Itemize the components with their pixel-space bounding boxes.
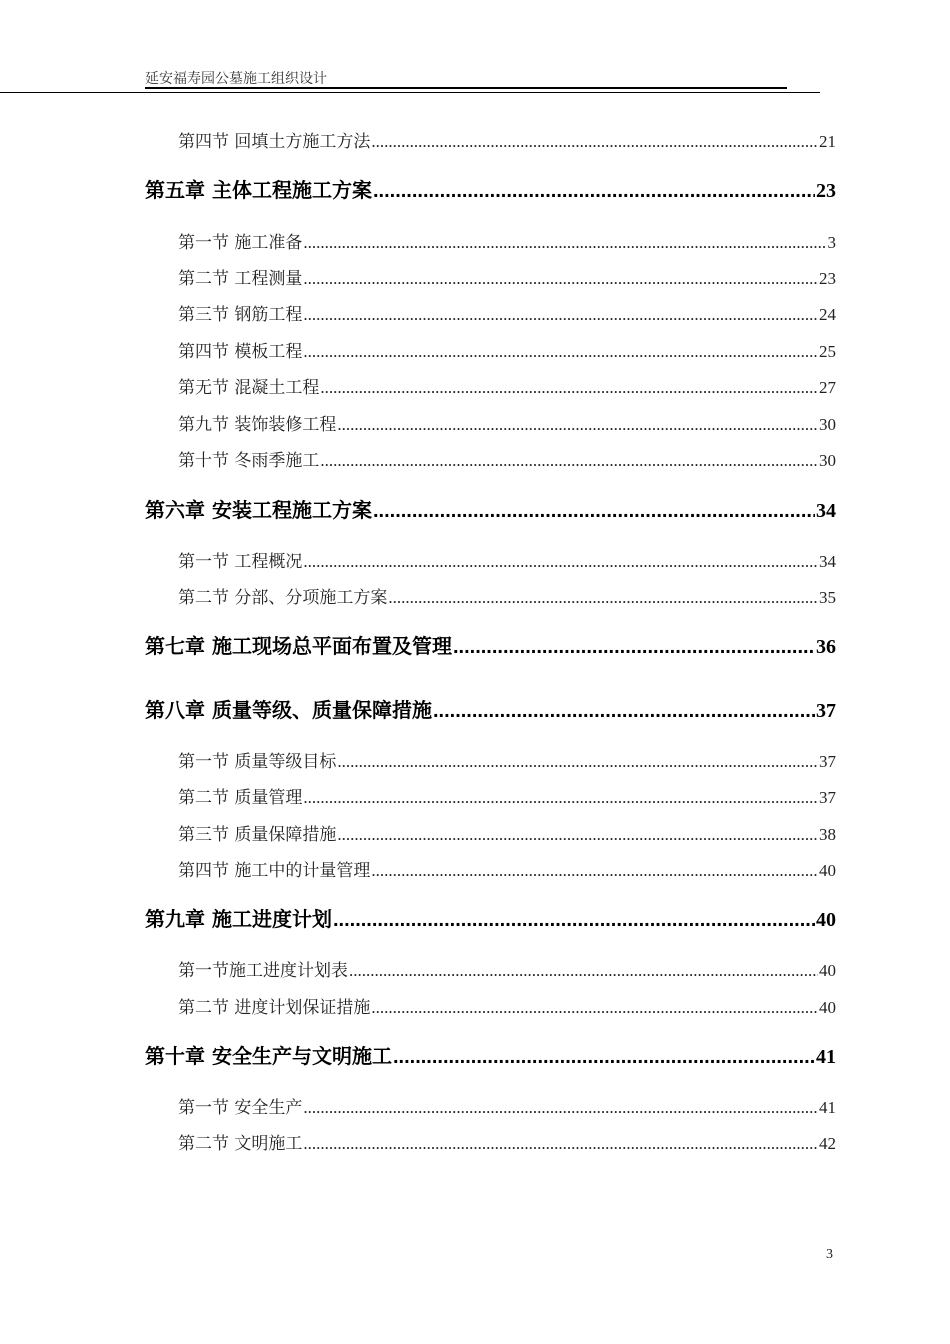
- toc-leader-dots: [303, 788, 818, 808]
- toc-entry-label: 第四节 回填土方施工方法: [178, 132, 371, 152]
- toc-entry-page: 38: [819, 825, 836, 844]
- toc-entry-chapter[interactable]: [145, 630, 836, 659]
- toc-leader-dots: [320, 378, 818, 398]
- toc-entry-label: 第九节 装饰装修工程: [178, 415, 337, 435]
- toc-entry-section[interactable]: [178, 337, 836, 362]
- toc-entry-page: 23: [816, 180, 836, 202]
- toc-leader-dots: [337, 752, 818, 772]
- toc-entry-label: 第一节施工进度计划表: [178, 961, 348, 981]
- toc-leader-dots: [349, 961, 818, 981]
- toc-entry-label: 第二节 分部、分项施工方案: [178, 588, 388, 608]
- toc-leader-dots: [373, 180, 815, 203]
- toc-entry-section[interactable]: [178, 446, 836, 471]
- toc-entry-label: 第七章 施工现场总平面布置及管理: [145, 634, 452, 658]
- toc-entry-label: 第五章 主体工程施工方案: [145, 178, 372, 202]
- header-rule-thin: [0, 92, 820, 93]
- toc-entry-label: 第四节 施工中的计量管理: [178, 861, 371, 881]
- toc-entry-section[interactable]: [178, 583, 836, 608]
- toc-entry-label: 第八章 质量等级、质量保障措施: [145, 698, 432, 722]
- toc-entry-page: 3: [827, 233, 836, 252]
- toc-entry-page: 34: [819, 552, 836, 571]
- toc-entry-page: 41: [819, 1098, 836, 1117]
- toc-entry-chapter[interactable]: [145, 903, 836, 932]
- toc-leader-dots: [373, 500, 815, 523]
- toc-entry-label: 第二节 进度计划保证措施: [178, 998, 371, 1018]
- toc-entry-page: 25: [819, 342, 836, 361]
- toc-entry-page: 42: [819, 1134, 836, 1153]
- toc-entry-page: 34: [816, 500, 836, 522]
- toc-entry-section[interactable]: [178, 410, 836, 435]
- toc-entry-label: 第十章 安全生产与文明施工: [145, 1044, 392, 1068]
- page-header-title: 延安福寿园公墓施工组织设计: [145, 71, 327, 87]
- header-rule-thick: [145, 87, 787, 89]
- toc-entry-label: 第二节 工程测量: [178, 269, 303, 289]
- toc-entry-page: 36: [816, 636, 836, 658]
- toc-entry-label: 第十节 冬雨季施工: [178, 451, 320, 471]
- toc-leader-dots: [371, 132, 818, 152]
- toc-entry-chapter[interactable]: [145, 694, 836, 723]
- toc-entry-page: 40: [816, 909, 836, 931]
- toc-entry-page: 40: [819, 961, 836, 980]
- toc-leader-dots: [320, 451, 818, 471]
- toc-entry-section[interactable]: [178, 993, 836, 1018]
- toc-entry-section[interactable]: [178, 228, 836, 253]
- toc-entry-label: 第一节 工程概况: [178, 552, 303, 572]
- toc-entry-section[interactable]: [178, 264, 836, 289]
- toc-entry-section[interactable]: [178, 1093, 836, 1118]
- toc-entry-page: 21: [819, 132, 836, 151]
- toc-leader-dots: [388, 588, 818, 608]
- toc-leader-dots: [303, 1134, 818, 1154]
- toc-leader-dots: [433, 700, 815, 723]
- toc-entry-label: 第一节 安全生产: [178, 1098, 303, 1118]
- toc-entry-section[interactable]: [178, 856, 836, 881]
- toc-entry-section[interactable]: [178, 373, 836, 398]
- toc-entry-page: 27: [819, 378, 836, 397]
- toc-entry-section[interactable]: [178, 820, 836, 845]
- page-number: 3: [826, 1247, 833, 1262]
- toc-leader-dots: [393, 1046, 815, 1069]
- toc-entry-page: 23: [819, 269, 836, 288]
- toc-entry-section[interactable]: [178, 1129, 836, 1154]
- toc-entry-page: 40: [819, 998, 836, 1017]
- toc-leader-dots: [303, 269, 818, 289]
- toc-leader-dots: [371, 998, 818, 1018]
- toc-leader-dots: [333, 909, 815, 932]
- toc-entry-section[interactable]: [178, 127, 836, 152]
- toc-leader-dots: [337, 825, 818, 845]
- toc-entry-label: 第二节 文明施工: [178, 1134, 303, 1154]
- toc-entry-chapter[interactable]: [145, 494, 836, 523]
- toc-entry-page: 35: [819, 588, 836, 607]
- toc-leader-dots: [303, 342, 818, 362]
- toc-entry-page: 40: [819, 861, 836, 880]
- toc-entry-page: 37: [816, 700, 836, 722]
- toc-entry-section[interactable]: [178, 300, 836, 325]
- toc-entry-label: 第四节 模板工程: [178, 342, 303, 362]
- toc-entry-label: 第无节 混凝土工程: [178, 378, 320, 398]
- toc-entry-label: 第六章 安装工程施工方案: [145, 498, 372, 522]
- toc-leader-dots: [303, 233, 826, 253]
- toc-entry-section[interactable]: [178, 956, 836, 981]
- toc-entry-label: 第一节 施工准备: [178, 233, 303, 253]
- toc-leader-dots: [303, 305, 818, 325]
- toc-entry-label: 第一节 质量等级目标: [178, 752, 337, 772]
- toc-entry-page: 24: [819, 305, 836, 324]
- toc-entry-page: 37: [819, 788, 836, 807]
- toc-entry-page: 30: [819, 415, 836, 434]
- toc-entry-label: 第九章 施工进度计划: [145, 907, 332, 931]
- toc-entry-section[interactable]: [178, 783, 836, 808]
- toc-entry-page: 37: [819, 752, 836, 771]
- toc-entry-label: 第二节 质量管理: [178, 788, 303, 808]
- toc-entry-label: 第三节 质量保障措施: [178, 825, 337, 845]
- toc-leader-dots: [303, 552, 818, 572]
- toc-leader-dots: [371, 861, 818, 881]
- toc-entry-chapter[interactable]: [145, 174, 836, 203]
- toc-entry-page: 41: [816, 1046, 836, 1068]
- toc-leader-dots: [303, 1098, 818, 1118]
- toc-leader-dots: [337, 415, 818, 435]
- toc-entry-page: 30: [819, 451, 836, 470]
- toc-leader-dots: [453, 636, 815, 659]
- toc-entry-section[interactable]: [178, 747, 836, 772]
- toc-entry-section[interactable]: [178, 547, 836, 572]
- toc-entry-chapter[interactable]: [145, 1040, 836, 1069]
- toc-entry-label: 第三节 钢筋工程: [178, 305, 303, 325]
